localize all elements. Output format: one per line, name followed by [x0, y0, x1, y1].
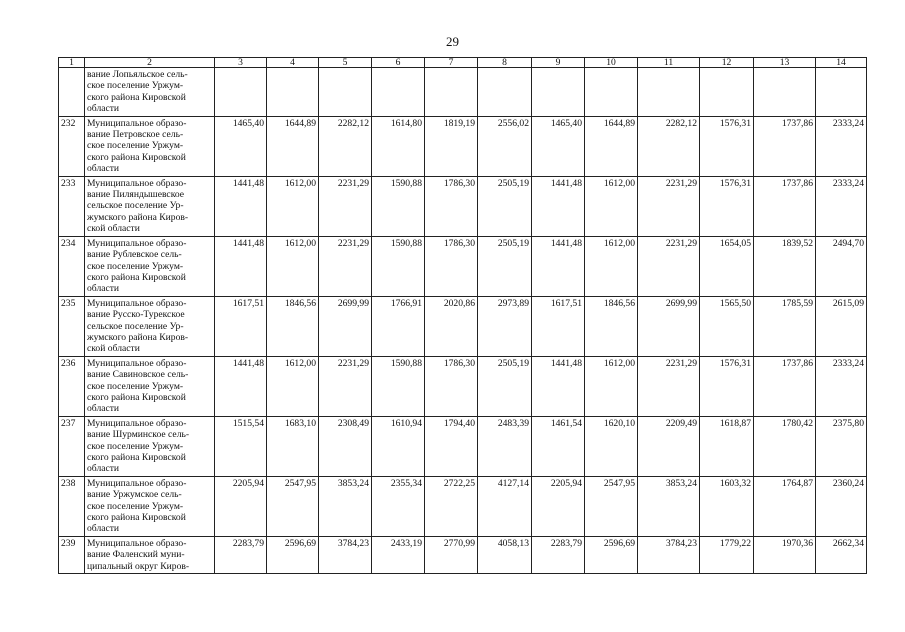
value-cell-col-6: 1766,91	[372, 296, 425, 356]
value-cell-col-12: 1565,50	[700, 296, 754, 356]
value-cell-col-7: 1786,30	[425, 176, 478, 236]
value-cell-col-10: 1612,00	[585, 236, 638, 296]
row-number-cell: 238	[59, 476, 85, 536]
value-cell-col-5: 2282,12	[319, 116, 372, 176]
table-row	[59, 296, 867, 356]
value-cell-col-8	[478, 68, 532, 117]
value-cell-col-13: 1764,87	[754, 476, 816, 536]
value-cell-col-11: 3853,24	[638, 476, 700, 536]
value-cell-col-7: 2722,25	[425, 476, 478, 536]
value-cell-col-10	[585, 68, 638, 117]
table-row	[59, 176, 867, 236]
municipality-name-cell: Муниципальное образо- вание Рублевское сель- ское поселение Уржум- ского района Кировской области	[85, 236, 215, 296]
value-cell-col-14: 2375,80	[816, 416, 867, 476]
value-cell-col-12: 1576,31	[700, 176, 754, 236]
value-cell-col-8: 2505,19	[478, 236, 532, 296]
value-cell-col-9: 1441,48	[532, 176, 585, 236]
value-cell-col-5: 2231,29	[319, 176, 372, 236]
value-cell-col-8: 4058,13	[478, 536, 532, 573]
value-cell-col-5: 3853,24	[319, 476, 372, 536]
value-cell-col-5: 2308,49	[319, 416, 372, 476]
value-cell-col-6: 1590,88	[372, 176, 425, 236]
value-cell-col-10: 1644,89	[585, 116, 638, 176]
value-cell-col-14: 2360,24	[816, 476, 867, 536]
value-cell-col-11	[638, 68, 700, 117]
value-cell-col-4: 1612,00	[267, 176, 319, 236]
column-header-3: 3	[215, 58, 267, 68]
value-cell-col-7: 1794,40	[425, 416, 478, 476]
value-cell-col-13: 1737,86	[754, 116, 816, 176]
row-number-cell: 236	[59, 356, 85, 416]
value-cell-col-9	[532, 68, 585, 117]
municipality-name-cell: Муниципальное образо- вание Савиновское сель- ское поселение Уржум- ского района Кировской области	[85, 356, 215, 416]
municipality-name-cell: Муниципальное образо- вание Уржумское сель- ское поселение Уржум- ского района Кировской области	[85, 476, 215, 536]
column-header-11: 11	[638, 58, 700, 68]
value-cell-col-8: 2483,39	[478, 416, 532, 476]
value-cell-col-4	[267, 68, 319, 117]
value-cell-col-6: 1590,88	[372, 236, 425, 296]
value-cell-col-11: 2209,49	[638, 416, 700, 476]
column-header-1: 1	[59, 58, 85, 68]
column-header-6: 6	[372, 58, 425, 68]
value-cell-col-10: 2596,69	[585, 536, 638, 573]
column-header-4: 4	[267, 58, 319, 68]
table-row	[59, 476, 867, 536]
municipality-name-cell: Муниципальное образо- вание Шурминское сель- ское поселение Уржум- ского района Кировской области	[85, 416, 215, 476]
value-cell-col-8: 4127,14	[478, 476, 532, 536]
value-cell-col-14: 2662,34	[816, 536, 867, 573]
value-cell-col-6	[372, 68, 425, 117]
value-cell-col-11: 2231,29	[638, 236, 700, 296]
column-header-9: 9	[532, 58, 585, 68]
row-number-cell: 233	[59, 176, 85, 236]
value-cell-col-14: 2333,24	[816, 356, 867, 416]
value-cell-col-10: 1846,56	[585, 296, 638, 356]
table-row	[59, 116, 867, 176]
column-header-12: 12	[700, 58, 754, 68]
value-cell-col-4: 1644,89	[267, 116, 319, 176]
value-cell-col-8: 2973,89	[478, 296, 532, 356]
value-cell-col-11: 3784,23	[638, 536, 700, 573]
value-cell-col-7: 1786,30	[425, 356, 478, 416]
value-cell-col-9: 1617,51	[532, 296, 585, 356]
table-row	[59, 536, 867, 573]
value-cell-col-11: 2282,12	[638, 116, 700, 176]
value-cell-col-4: 1846,56	[267, 296, 319, 356]
value-cell-col-11: 2699,99	[638, 296, 700, 356]
value-cell-col-9: 2205,94	[532, 476, 585, 536]
row-number-cell: 232	[59, 116, 85, 176]
value-cell-col-4: 1612,00	[267, 356, 319, 416]
value-cell-col-10: 1620,10	[585, 416, 638, 476]
value-cell-col-3: 2283,79	[215, 536, 267, 573]
value-cell-col-3: 2205,94	[215, 476, 267, 536]
value-cell-col-6: 1590,88	[372, 356, 425, 416]
value-cell-col-12: 1603,32	[700, 476, 754, 536]
value-cell-col-14: 2494,70	[816, 236, 867, 296]
value-cell-col-3: 1441,48	[215, 356, 267, 416]
value-cell-col-6: 2433,19	[372, 536, 425, 573]
value-cell-col-9: 1441,48	[532, 236, 585, 296]
table-row	[59, 68, 867, 117]
value-cell-col-13: 1970,36	[754, 536, 816, 573]
value-cell-col-5: 2231,29	[319, 356, 372, 416]
municipality-name-cell: вание Лопьяльское сель- ское поселение Уржум- ского района Кировской области	[85, 68, 215, 117]
municipality-name-cell: Муниципальное образо- вание Пиляндышевское сельское поселение Ур- жумского района Киров- ской области	[85, 176, 215, 236]
column-header-2: 2	[85, 58, 215, 68]
value-cell-col-9: 2283,79	[532, 536, 585, 573]
value-cell-col-8: 2505,19	[478, 356, 532, 416]
value-cell-col-8: 2505,19	[478, 176, 532, 236]
value-cell-col-10: 1612,00	[585, 356, 638, 416]
municipality-name-cell: Муниципальное образо- вание Петровское сель- ское поселение Уржум- ского района Кировской области	[85, 116, 215, 176]
value-cell-col-9: 1441,48	[532, 356, 585, 416]
table-row	[59, 356, 867, 416]
value-cell-col-11: 2231,29	[638, 356, 700, 416]
column-header-8: 8	[478, 58, 532, 68]
value-cell-col-13: 1737,86	[754, 356, 816, 416]
value-cell-col-5: 3784,23	[319, 536, 372, 573]
value-cell-col-14: 2333,24	[816, 116, 867, 176]
value-cell-col-13	[754, 68, 816, 117]
value-cell-col-12	[700, 68, 754, 117]
value-cell-col-12: 1576,31	[700, 116, 754, 176]
value-cell-col-11: 2231,29	[638, 176, 700, 236]
value-cell-col-4: 2547,95	[267, 476, 319, 536]
value-cell-col-8: 2556,02	[478, 116, 532, 176]
column-header-7: 7	[425, 58, 478, 68]
value-cell-col-9: 1461,54	[532, 416, 585, 476]
column-header-10: 10	[585, 58, 638, 68]
value-cell-col-3: 1617,51	[215, 296, 267, 356]
row-number-cell: 234	[59, 236, 85, 296]
value-cell-col-13: 1839,52	[754, 236, 816, 296]
value-cell-col-13: 1785,59	[754, 296, 816, 356]
value-cell-col-10: 2547,95	[585, 476, 638, 536]
value-cell-col-14: 2615,09	[816, 296, 867, 356]
table-header-row	[59, 58, 867, 68]
value-cell-col-4: 2596,69	[267, 536, 319, 573]
municipality-name-cell: Муниципальное образо- вание Фаленский муни- ципальный округ Киров-	[85, 536, 215, 573]
value-cell-col-3	[215, 68, 267, 117]
value-cell-col-3: 1515,54	[215, 416, 267, 476]
value-cell-col-12: 1654,05	[700, 236, 754, 296]
value-cell-col-7: 1819,19	[425, 116, 478, 176]
row-number-cell: 237	[59, 416, 85, 476]
value-cell-col-9: 1465,40	[532, 116, 585, 176]
row-number-cell: 239	[59, 536, 85, 573]
row-number-cell	[59, 68, 85, 117]
value-cell-col-3: 1441,48	[215, 236, 267, 296]
value-cell-col-12: 1779,22	[700, 536, 754, 573]
value-cell-col-13: 1780,42	[754, 416, 816, 476]
value-cell-col-14: 2333,24	[816, 176, 867, 236]
value-cell-col-7: 2770,99	[425, 536, 478, 573]
value-cell-col-14	[816, 68, 867, 117]
tariff-table	[58, 57, 867, 574]
page-number: 29	[446, 34, 459, 49]
column-header-13: 13	[754, 58, 816, 68]
value-cell-col-12: 1576,31	[700, 356, 754, 416]
value-cell-col-5: 2231,29	[319, 236, 372, 296]
value-cell-col-13: 1737,86	[754, 176, 816, 236]
column-header-14: 14	[816, 58, 867, 68]
value-cell-col-5	[319, 68, 372, 117]
table-body	[59, 68, 867, 574]
table-row	[59, 236, 867, 296]
value-cell-col-10: 1612,00	[585, 176, 638, 236]
municipality-name-cell: Муниципальное образо- вание Русско-Турекское сельское поселение Ур- жумского района Киров- ской области	[85, 296, 215, 356]
value-cell-col-7: 1786,30	[425, 236, 478, 296]
value-cell-col-5: 2699,99	[319, 296, 372, 356]
value-cell-col-12: 1618,87	[700, 416, 754, 476]
value-cell-col-3: 1441,48	[215, 176, 267, 236]
value-cell-col-4: 1683,10	[267, 416, 319, 476]
value-cell-col-6: 2355,34	[372, 476, 425, 536]
value-cell-col-6: 1610,94	[372, 416, 425, 476]
value-cell-col-6: 1614,80	[372, 116, 425, 176]
value-cell-col-7	[425, 68, 478, 117]
row-number-cell: 235	[59, 296, 85, 356]
column-header-5: 5	[319, 58, 372, 68]
value-cell-col-3: 1465,40	[215, 116, 267, 176]
value-cell-col-4: 1612,00	[267, 236, 319, 296]
table-row	[59, 416, 867, 476]
value-cell-col-7: 2020,86	[425, 296, 478, 356]
